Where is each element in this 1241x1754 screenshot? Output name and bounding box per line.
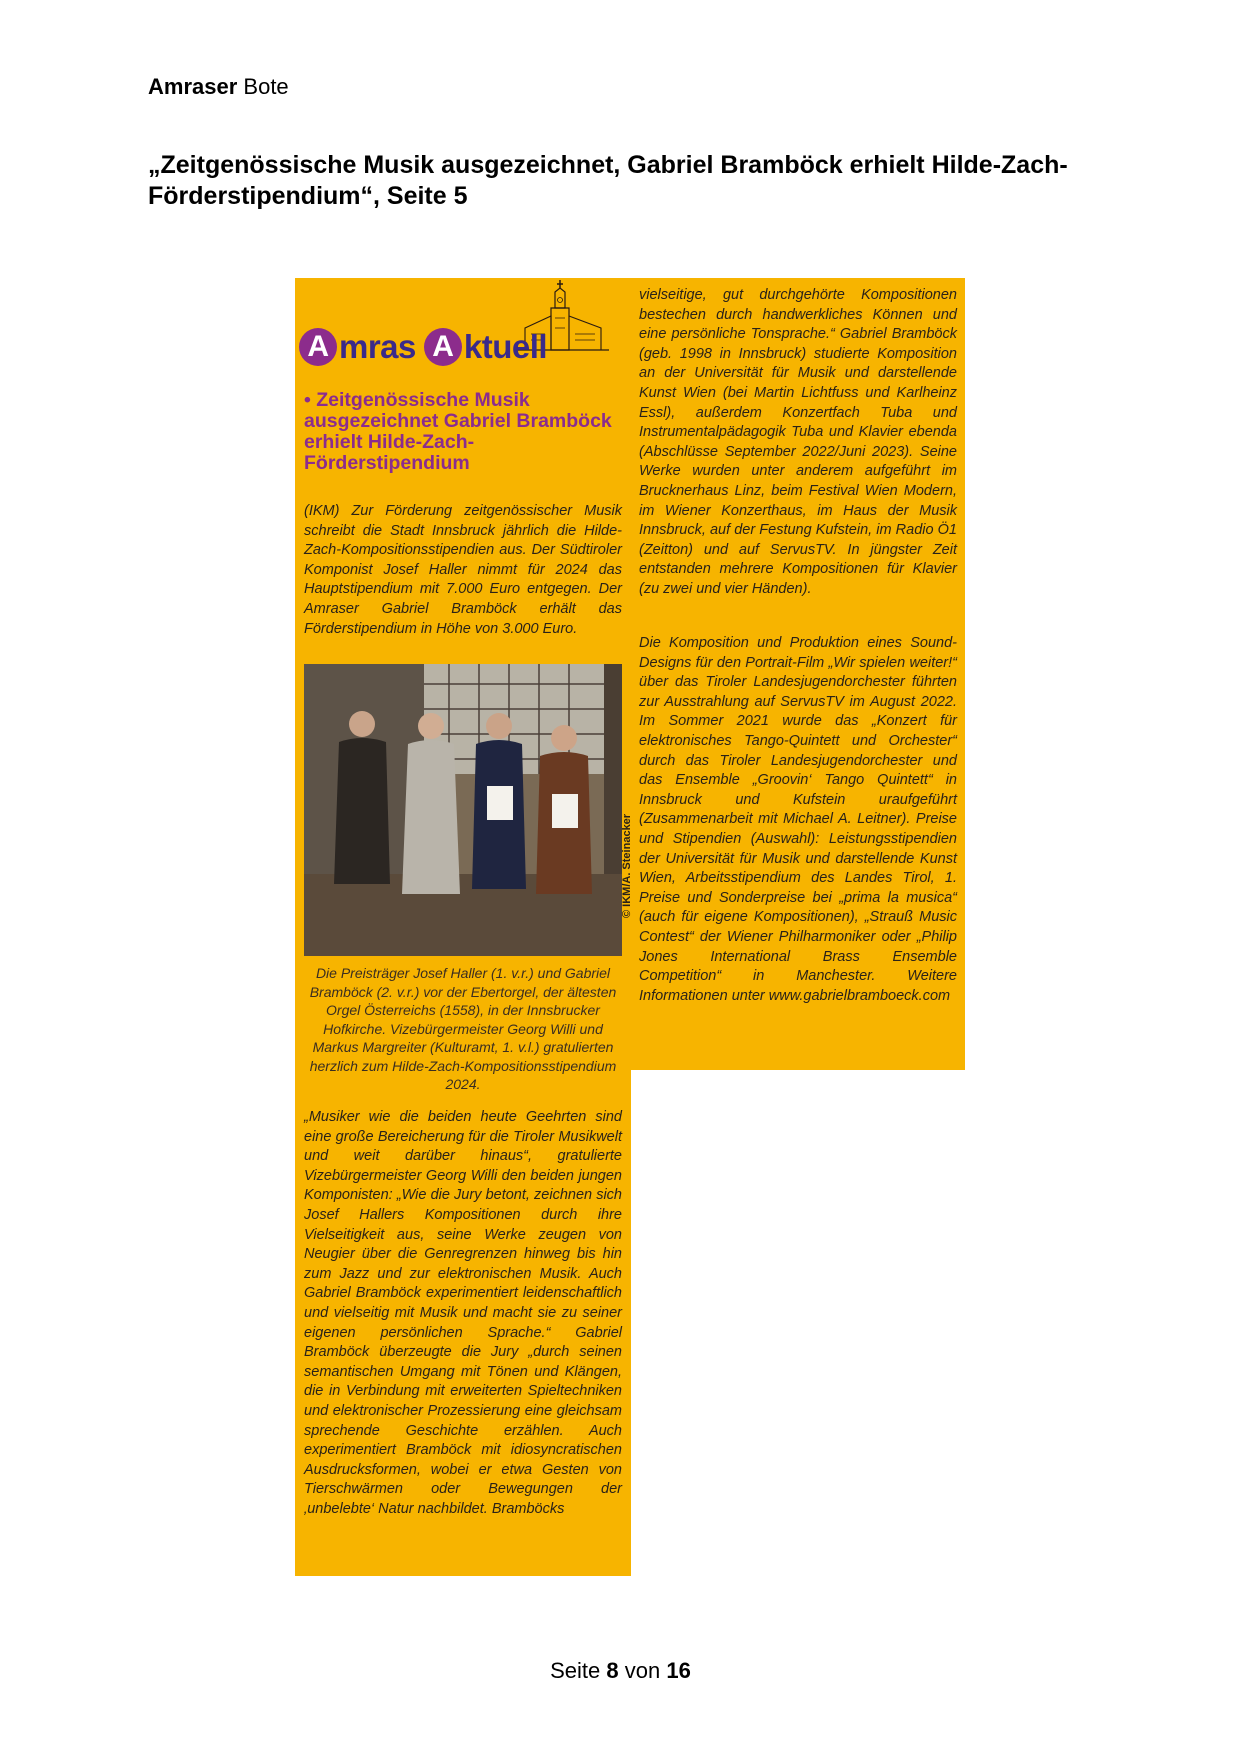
page-number-current: 8 [606, 1658, 619, 1683]
logo-word-2: ktuell [463, 328, 548, 365]
article-headline: „Zeitgenössische Musik ausgezeichnet, Gabriel Bramböck erhielt Hilde-Zach-Förderstipendium“, Seite 5 [148, 151, 1068, 210]
publication-name-bold: Amraser [148, 74, 238, 99]
clipping-quote-text: „Musiker wie die beiden heute Geehrten sind eine große Bereicherung für die Tiroler Musikwelt und weit darüber hinaus“, gratulierte Vizebürgermeister Georg Willi den beiden jungen Komponisten: „Wie die Jury betont, zeichnen sich Josef Hallers Kompositionen durch ihre Vielseitigkeit aus, seine Werke zeugen von Neugier über die Genregrenzen hinweg bis hin zum Jazz und zur elektronischen Musik. Auch Gabriel Bramböck experimentiert leidenschaftlich und vielseitig mit Musik und macht sie zu seiner eigenen persönlichen Sprache.“ Gabriel Bramböck überzeugte die Jury „durch seinen semantischen Umgang mit Tönen und Klängen, die in Verbindung mit erweiterten Spieltechniken und elektronischer Prozessierung eine gleichsam sprechende Geschichte erzählen. Auch experimentiert Bramböck mit idiosyncratischen Ausdrucksformen, wobei er etwa Gesten von Tierschwärmen oder Bewegungen der ‚unbelebte‘ Natur nachbildet. Bramböcks [304, 1109, 622, 1517]
award-photo [304, 664, 622, 956]
publication-name-rest: Bote [243, 74, 289, 99]
page-number [0, 1658, 1241, 1684]
photo-credit: © IKM/A. Steinacker [621, 813, 633, 918]
clipping-right-text-1: vielseitige, gut durchgehörte Kompositionen bestechen durch handwerkliches Können und eine persönliche Tonsprache.“ Gabriel Bramböck (geb. 1998 in Innsbruck) studierte Komposition an der Universität für Musik und darstellende Kunst Wien (bei Martin Lichtfuss und Karlheinz Essl), außerdem Konzertfach Tuba und Instrumentalpädagogik Tuba und Klavier ebenda (Abschlüsse September 2022/Juni 2023). Seine Werke wurden unter anderem aufgeführt im Brucknerhaus Linz, beim Festival Wien Modern, im Wiener Konzerthaus, im Haus der Musik Innsbruck, auf der Festung Kufstein, im Radio Ö1 (Zeitton) und auf ServusTV. In jüngster Zeit entstanden mehrere Kompositionen für Klavier (zu zwei und vier Händen). [639, 287, 957, 597]
amras-aktuell-logo [299, 328, 547, 366]
clipping-intro-text: (IKM) Zur Förderung zeitgenössischer Musik schreibt die Stadt Innsbruck jährlich die Hilde-Zach-Kompositionsstipendien aus. Der Südtiroler Komponist Josef Haller nimmt für 2024 das Hauptstipendium mit 7.000 Euro entgegen. Der Amraser Gabriel Bramböck erhält das Förderstipendium in Höhe von 3.000 Euro. [304, 503, 622, 637]
clipping-right-text-2: Die Komposition und Produktion eines Sound-Designs für den Portrait-Film „Wir spielen weiter!“ über das Tiroler Landesjugendorchester führten zur Ausstrahlung auf ServusTV im August 2022. Im Sommer 2021 wurde das „Konzert für elektronisches Tango-Quintett und Orchester“ durch das Tiroler Landesjugendorchester und das Ensemble „Groovin‘ Tango Quintett“ in Innsbruck und Kufstein uraufgeführt (Zusammenarbeit mit Michael A. Leitner). Preise und Stipendien (Auswahl): Leistungsstipendien der Universität für Musik und darstellende Kunst Wien, Arbeitsstipendium des Landes Tirol, 1. Preise und Sonderpreise bei „prima la musica“ (auch für eigene Kompositionen), „Strauß Music Contest“ der Wiener Philharmoniker oder „Philip Jones International Brass Ensemble Competition“ in Manchester. Weitere Informationen unter www.gabrielbramboeck.com [639, 635, 957, 1004]
page-number-total: 16 [666, 1658, 691, 1683]
publication-name [148, 74, 289, 100]
logo-letter-a2: A [424, 328, 462, 366]
page-number-mid: von [624, 1658, 661, 1683]
clipping-masthead [295, 278, 631, 388]
newspaper-clipping [295, 278, 965, 1576]
page-number-prefix: Seite [550, 1658, 601, 1683]
clipping-title: • Zeitgenössische Musik ausgezeichnet Gabriel Bramböck erhielt Hilde-Zach-Förderstipendium [304, 389, 612, 474]
award-photo-illustration [304, 664, 622, 956]
logo-word-1: mras [339, 328, 416, 365]
logo-letter-a1: A [299, 328, 337, 366]
photo-caption: Die Preisträger Josef Haller (1. v.r.) und Gabriel Bramböck (2. v.r.) vor der Ebertorgel, der ältesten Orgel Österreichs (1558), in der Innsbrucker Hofkirche. Vizebürgermeister Georg Willi und Markus Margreiter (Kulturamt, 1. v.l.) gratulierten herzlich zum Hilde-Zach-Kompositionsstipendium 2024. [309, 965, 617, 1092]
